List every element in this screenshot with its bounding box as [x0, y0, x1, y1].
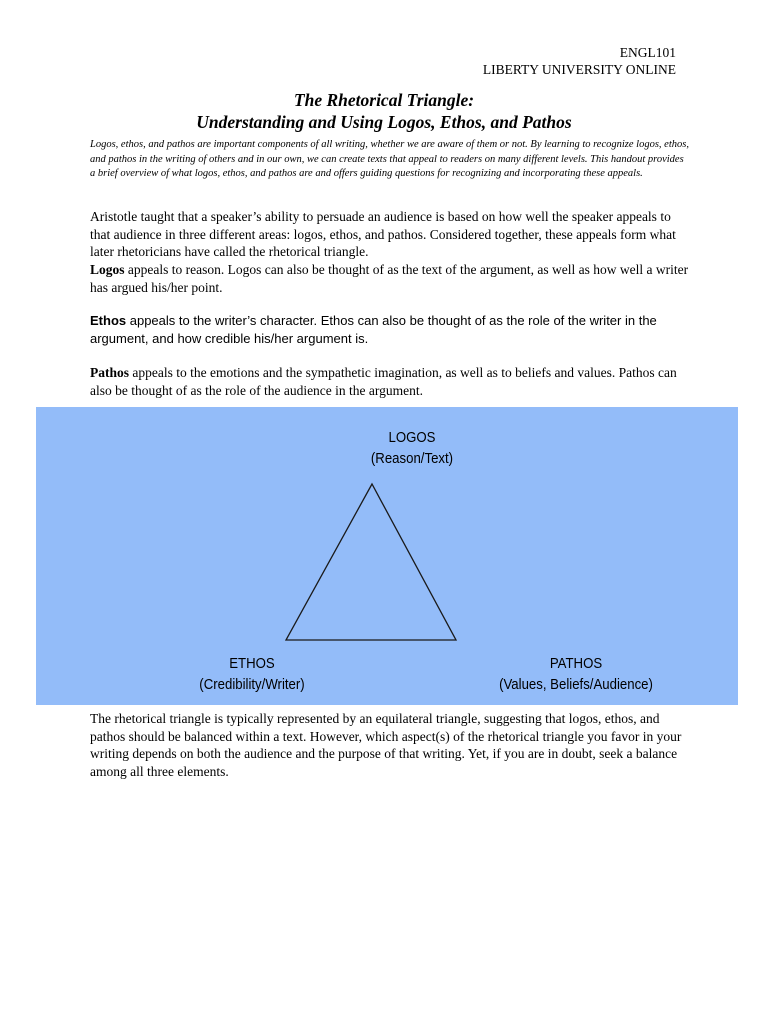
ethos-subtitle: (Credibility/Writer) [199, 676, 305, 693]
pathos-name: PATHOS [549, 655, 603, 672]
ethos-term: Ethos [90, 313, 127, 328]
logos-paragraph [90, 261, 690, 296]
ethos-name: ETHOS [229, 655, 275, 672]
logos-vertex-label [310, 427, 514, 469]
logos-definition: appeals to reason. Logos can also be thought of as the text of the argument, as well as how well a writer has argued his/her point. [90, 262, 689, 295]
intro-paragraph: Logos, ethos, and pathos are important components of all writing, whether we are aware of them or not. By learning to recognize logos, ethos, and pathos in the writing of others and in our own, we can create texts that appeal to readers on many different levels. This handout provides a brief overview of what logos, ethos, and pathos are and offers guiding questions for recognizing and incorporating these appeals. [90, 139, 689, 179]
pathos-definition: appeals to the emotions and the sympathetic imagination, as well as to beliefs and values. Pathos can also be thought of as the role of the audience in the argument. [90, 365, 677, 398]
document-header [483, 44, 676, 78]
triangle-shape [286, 484, 456, 640]
course-code: ENGL101 [619, 45, 676, 60]
logos-name: LOGOS [388, 429, 436, 446]
logos-term: Logos [90, 262, 125, 277]
pathos-paragraph [90, 364, 690, 399]
ethos-paragraph [90, 312, 690, 347]
pathos-term: Pathos [90, 365, 130, 380]
document-title [0, 89, 768, 133]
rhetorical-triangle-diagram [36, 407, 738, 705]
pathos-vertex-label [448, 653, 703, 695]
closing-paragraph: The rhetorical triangle is typically represented by an equilateral triangle, suggesting that logos, ethos, and pathos should be balanced within a text. However, which aspect(s) of the rhetorical triangle you favor in your writing depends on both the audience and the purpose of that writing. Yet, if you are in doubt, seek a balance among all three elements. [90, 711, 682, 779]
title-line-1: The Rhetorical Triangle: [293, 90, 475, 110]
title-line-2: Understanding and Using Logos, Ethos, and Pathos [196, 112, 572, 132]
pathos-subtitle: (Values, Beliefs/Audience) [499, 676, 653, 693]
aristotle-paragraph: Aristotle taught that a speaker’s ability to persuade an audience is based on how well the speaker appeals to that audience in three different areas: logos, ethos, and pathos. Considered together, these appeals form what later rhetoricians have called the rhetorical triangle. [90, 209, 676, 259]
ethos-vertex-label [150, 653, 354, 695]
institution-name: LIBERTY UNIVERSITY ONLINE [482, 62, 676, 77]
logos-subtitle: (Reason/Text) [370, 450, 454, 467]
ethos-definition: appeals to the writer’s character. Ethos can also be thought of as the role of the writer in the argument, and how credible his/her argument is. [90, 313, 657, 346]
